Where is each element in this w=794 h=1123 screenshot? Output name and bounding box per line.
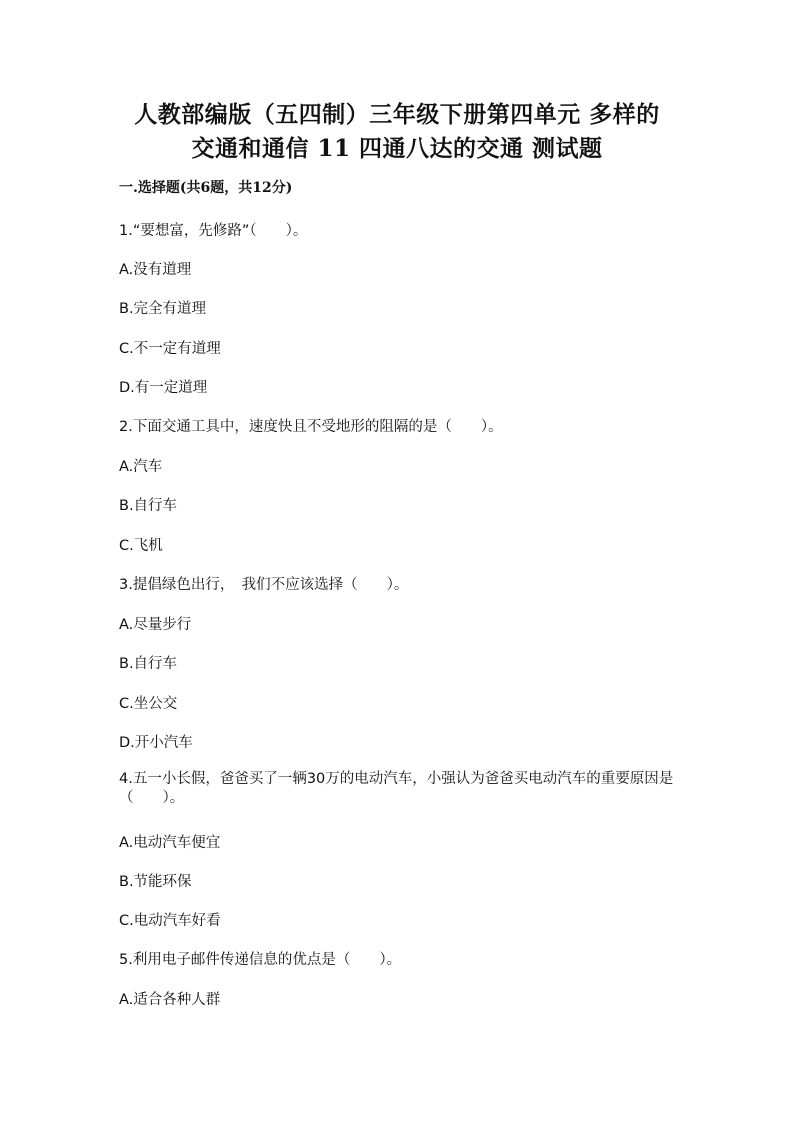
question-3-option-b: B.自行车 (119, 656, 178, 672)
question-1-option-b: B.完全有道理 (119, 301, 207, 317)
section-header: 一.选择题(共6题，共12分) (119, 180, 293, 196)
question-3-option-c: C.坐公交 (119, 696, 178, 712)
question-4-option-a: A.电动汽车便宜 (119, 835, 221, 851)
question-3-option-d: D.开小汽车 (119, 735, 193, 751)
question-4-option-c: C.电动汽车好看 (119, 913, 221, 929)
question-4-option-b: B.节能环保 (119, 874, 192, 890)
question-1-option-d: D.有一定道理 (119, 380, 208, 396)
question-1-option-c: C.不一定有道理 (119, 341, 221, 357)
document-title-line-2: 交通和通信 11 四通八达的交通 测试题 (191, 135, 603, 162)
question-5-stem: 5.利用电子邮件传递信息的优点是（ ）。 (119, 952, 402, 968)
question-5-option-a: A.适合各种人群 (119, 992, 221, 1008)
document-title-line-1: 人教部编版（五四制）三年级下册第四单元 多样的 (134, 101, 660, 128)
question-4-stem: 4.五一小长假，爸爸买了一辆30万的电动汽车，小强认为爸爸买电动汽车的重要原因是（ ）。 (119, 771, 674, 806)
question-2-stem: 2.下面交通工具中，速度快且不受地形的阻隔的是（ ）。 (119, 419, 503, 435)
question-1-option-a: A.没有道理 (119, 262, 192, 278)
question-2-option-a: A.汽车 (119, 459, 163, 475)
question-3-stem: 3.提倡绿色出行， 我们不应该选择（ ）。 (119, 577, 409, 593)
question-2-option-c: C.飞机 (119, 538, 163, 554)
question-1-stem: 1.“要想富，先修路”（ ）。 (119, 223, 308, 239)
question-2-option-b: B.自行车 (119, 498, 178, 514)
question-3-option-a: A.尽量步行 (119, 617, 192, 633)
